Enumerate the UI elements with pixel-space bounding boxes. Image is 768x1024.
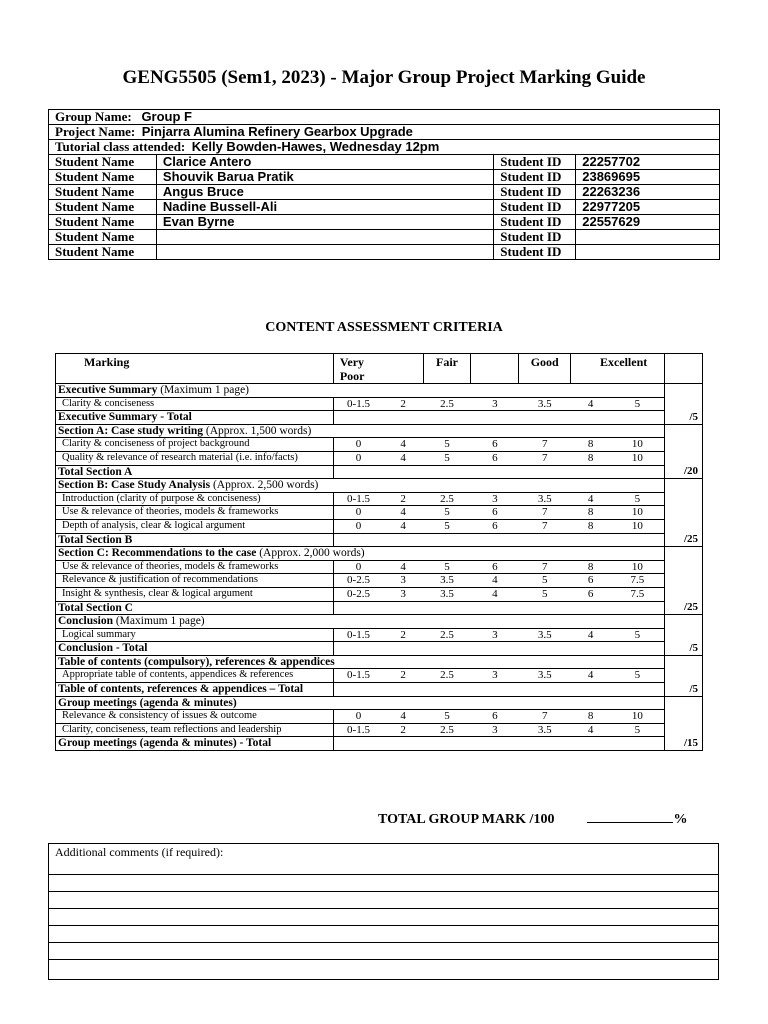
- score-option[interactable]: 8: [571, 519, 611, 533]
- total-group-mark-label: TOTAL GROUP MARK /100: [378, 812, 555, 827]
- criterion-row: [56, 438, 703, 452]
- student-name-value[interactable]: Nadine Bussell-Ali: [156, 200, 493, 215]
- section-total-max: /5: [665, 411, 703, 425]
- score-option[interactable]: 6: [471, 451, 519, 465]
- max-cell: [665, 438, 703, 452]
- score-option[interactable]: 5: [611, 397, 665, 411]
- criterion-label: Introduction (clarity of purpose & conciseness): [56, 492, 334, 506]
- project-name-label: Project Name:: [55, 124, 136, 139]
- section-heading-row: [56, 424, 703, 438]
- criterion-label: Insight & synthesis, clear & logical argument: [56, 587, 334, 601]
- comment-line[interactable]: [49, 908, 718, 925]
- tutorial-label: Tutorial class attended:: [55, 139, 186, 154]
- score-option[interactable]: 7.5: [611, 574, 665, 588]
- score-option[interactable]: 0-1.5: [333, 628, 383, 642]
- score-option[interactable]: 3.5: [519, 397, 571, 411]
- section-total-row: [56, 411, 703, 425]
- section-heading-bold: Conclusion: [58, 615, 113, 628]
- score-option[interactable]: 4: [383, 438, 423, 452]
- tutorial-value[interactable]: Kelly Bowden-Hawes, Wednesday 12pm: [191, 139, 440, 154]
- section-total-max: /25: [665, 533, 703, 547]
- score-option[interactable]: 0-1.5: [333, 397, 383, 411]
- section-heading-bold: Table of contents (compulsory), references & appendices: [58, 655, 335, 668]
- section-total-input[interactable]: [333, 533, 664, 547]
- section-heading-bold: Executive Summary: [58, 384, 158, 396]
- student-id-value[interactable]: [576, 245, 720, 260]
- section-total-row: [56, 737, 703, 751]
- max-cell: [665, 451, 703, 465]
- score-option[interactable]: 10: [611, 710, 665, 724]
- score-option[interactable]: 2.5: [423, 397, 471, 411]
- score-option[interactable]: 6: [471, 519, 519, 533]
- score-option[interactable]: 4: [471, 574, 519, 588]
- group-name-value[interactable]: Group F: [141, 109, 192, 124]
- student-row: [49, 155, 720, 170]
- section-heading-row: [56, 615, 703, 629]
- student-name-label: Student Name: [49, 200, 157, 215]
- section-total-row: [56, 465, 703, 479]
- criterion-row: [56, 669, 703, 683]
- section-total-label: Executive Summary - Total: [56, 411, 334, 425]
- section-heading-row: [56, 547, 703, 561]
- score-option[interactable]: 6: [471, 438, 519, 452]
- criterion-label: Use & relevance of theories, models & frameworks: [56, 506, 334, 520]
- student-name-value[interactable]: [156, 245, 493, 260]
- section-heading-row: [56, 479, 703, 493]
- max-cell: [665, 397, 703, 411]
- criterion-label: Use & relevance of theories, models & frameworks: [56, 560, 334, 574]
- max-cell: [665, 628, 703, 642]
- section-total-row: [56, 683, 703, 697]
- section-total-input[interactable]: [333, 642, 664, 656]
- score-option[interactable]: 0-1.5: [333, 492, 383, 506]
- max-cell: [665, 710, 703, 724]
- student-name-label: Student Name: [49, 155, 157, 170]
- score-option[interactable]: 3: [471, 669, 519, 683]
- student-row: [49, 170, 720, 185]
- score-option[interactable]: 0: [333, 710, 383, 724]
- max-cell: [665, 723, 703, 737]
- comment-line[interactable]: [49, 874, 718, 891]
- comment-line[interactable]: [49, 891, 718, 908]
- score-option[interactable]: 7: [519, 438, 571, 452]
- student-id-label: Student ID: [494, 170, 576, 185]
- score-option[interactable]: 3.5: [519, 723, 571, 737]
- max-cell: [665, 479, 703, 493]
- section-heading-bold: Section B: Case Study Analysis: [58, 479, 211, 492]
- criteria-title: CONTENT ASSESSMENT CRITERIA: [265, 320, 503, 335]
- tutorial-row: [49, 140, 720, 155]
- section-heading: [56, 479, 665, 493]
- score-option[interactable]: 4: [471, 587, 519, 601]
- score-option[interactable]: 0: [333, 506, 383, 520]
- header-spacer: [471, 354, 519, 384]
- score-option[interactable]: 10: [611, 451, 665, 465]
- max-cell: [665, 560, 703, 574]
- score-option[interactable]: 2: [383, 628, 423, 642]
- section-heading-note: (Approx. 2,000 words): [256, 547, 365, 560]
- total-group-mark: [378, 808, 687, 828]
- score-option[interactable]: 5: [611, 492, 665, 506]
- score-option[interactable]: 4: [571, 669, 611, 683]
- score-option[interactable]: 2: [383, 492, 423, 506]
- section-heading: [56, 655, 665, 669]
- score-option[interactable]: 7: [519, 451, 571, 465]
- score-option[interactable]: 5: [423, 560, 471, 574]
- score-option[interactable]: 10: [611, 506, 665, 520]
- student-name-label: Student Name: [49, 215, 157, 230]
- student-id-label: Student ID: [494, 200, 576, 215]
- criterion-label: Quality & relevance of research material (i.e. info/facts): [56, 451, 334, 465]
- score-option[interactable]: 5: [423, 438, 471, 452]
- max-cell: [665, 669, 703, 683]
- score-option[interactable]: 2: [383, 397, 423, 411]
- score-option[interactable]: 6: [571, 587, 611, 601]
- criterion-row: [56, 560, 703, 574]
- score-option[interactable]: 0: [333, 451, 383, 465]
- section-heading: [56, 696, 665, 710]
- max-cell: [665, 424, 703, 438]
- percent-sign: %: [673, 812, 688, 827]
- student-id-label: Student ID: [494, 155, 576, 170]
- criterion-row: [56, 587, 703, 601]
- section-heading-note: (Maximum 1 page): [112, 615, 205, 628]
- group-info-table: [48, 109, 720, 260]
- criterion-row: [56, 397, 703, 411]
- group-name-row: [49, 110, 720, 125]
- group-name-label: Group Name:: [55, 109, 132, 124]
- project-name-value[interactable]: Pinjarra Alumina Refinery Gearbox Upgrade: [141, 124, 413, 139]
- score-option[interactable]: 7: [519, 560, 571, 574]
- score-option[interactable]: 5: [423, 451, 471, 465]
- student-row: [49, 200, 720, 215]
- score-option[interactable]: 5: [423, 710, 471, 724]
- score-option[interactable]: 0: [333, 519, 383, 533]
- section-heading: [56, 424, 665, 438]
- section-heading-note: (Maximum 1 page): [157, 384, 250, 396]
- score-option[interactable]: 0: [333, 438, 383, 452]
- max-cell: [665, 574, 703, 588]
- section-total-label: Conclusion - Total: [56, 642, 334, 656]
- section-total-max: /20: [665, 465, 703, 479]
- max-cell: [665, 384, 703, 398]
- section-total-input[interactable]: [333, 601, 664, 615]
- score-option[interactable]: 2: [383, 669, 423, 683]
- max-cell: [665, 655, 703, 669]
- student-row: [49, 230, 720, 245]
- student-id-value[interactable]: 22557629: [576, 215, 720, 230]
- criterion-row: [56, 519, 703, 533]
- criteria-header-row: [56, 354, 703, 384]
- section-heading: [56, 384, 665, 398]
- section-total-input[interactable]: [333, 683, 664, 697]
- score-option[interactable]: 5: [423, 506, 471, 520]
- criterion-row: [56, 723, 703, 737]
- score-option[interactable]: 3.5: [519, 669, 571, 683]
- section-total-input[interactable]: [333, 411, 664, 425]
- student-name-value[interactable]: Clarice Antero: [156, 155, 493, 170]
- section-heading-bold: Section A: Case study writing: [58, 424, 204, 437]
- section-heading: [56, 615, 665, 629]
- student-id-value[interactable]: 22257702: [576, 155, 720, 170]
- criterion-row: [56, 628, 703, 642]
- section-total-max: /5: [665, 683, 703, 697]
- max-cell: [665, 615, 703, 629]
- max-cell: [665, 506, 703, 520]
- section-total-label: Group meetings (agenda & minutes) - Total: [56, 737, 334, 751]
- score-option[interactable]: 6: [571, 574, 611, 588]
- score-option[interactable]: 2.5: [423, 669, 471, 683]
- criterion-label: Clarity & conciseness of project background: [56, 438, 334, 452]
- section-total-label: Total Section A: [56, 465, 334, 479]
- student-row: [49, 245, 720, 260]
- score-option[interactable]: 5: [423, 519, 471, 533]
- score-option[interactable]: 3: [471, 492, 519, 506]
- section-total-row: [56, 642, 703, 656]
- criterion-label: Logical summary: [56, 628, 334, 642]
- project-name-row: [49, 125, 720, 140]
- header-good: Good: [519, 354, 571, 384]
- score-option[interactable]: 3: [471, 628, 519, 642]
- score-option[interactable]: 3: [471, 723, 519, 737]
- criterion-row: [56, 710, 703, 724]
- header-very-poor: [333, 354, 423, 384]
- comment-line[interactable]: [49, 942, 718, 959]
- score-option[interactable]: 8: [571, 710, 611, 724]
- score-option[interactable]: 4: [383, 506, 423, 520]
- max-cell: [665, 696, 703, 710]
- criterion-label: Clarity, conciseness, team reflections and leadership: [56, 723, 334, 737]
- student-name-value[interactable]: Angus Bruce: [156, 185, 493, 200]
- score-option[interactable]: 5: [611, 628, 665, 642]
- criterion-label: Clarity & conciseness: [56, 397, 334, 411]
- student-id-label: Student ID: [494, 185, 576, 200]
- section-total-label: Total Section C: [56, 601, 334, 615]
- score-option[interactable]: 0-1.5: [333, 669, 383, 683]
- student-name-label: Student Name: [49, 245, 157, 260]
- score-option[interactable]: 5: [611, 669, 665, 683]
- score-option[interactable]: 4: [383, 451, 423, 465]
- student-id-label: Student ID: [494, 215, 576, 230]
- max-cell: [665, 492, 703, 506]
- score-option[interactable]: 7: [519, 710, 571, 724]
- header-marking: Marking: [56, 354, 334, 384]
- score-option[interactable]: 0: [333, 560, 383, 574]
- student-row: [49, 215, 720, 230]
- score-option[interactable]: 0-2.5: [333, 587, 383, 601]
- score-option[interactable]: 3.5: [519, 492, 571, 506]
- criterion-label: Relevance & consistency of issues & outcome: [56, 710, 334, 724]
- student-name-value[interactable]: Evan Byrne: [156, 215, 493, 230]
- student-id-value[interactable]: 22977205: [576, 200, 720, 215]
- student-id-label: Student ID: [494, 230, 576, 245]
- section-heading-note: (Approx. 1,500 words): [203, 424, 312, 437]
- score-option[interactable]: 10: [611, 519, 665, 533]
- score-option[interactable]: 8: [571, 560, 611, 574]
- score-option[interactable]: 7.5: [611, 587, 665, 601]
- section-heading: [56, 547, 665, 561]
- criterion-label: Appropriate table of contents, appendices & references: [56, 669, 334, 683]
- score-option[interactable]: 5: [519, 574, 571, 588]
- score-option[interactable]: 3: [383, 574, 423, 588]
- section-total-row: [56, 533, 703, 547]
- section-total-input[interactable]: [333, 737, 664, 751]
- criterion-label: Depth of analysis, clear & logical argument: [56, 519, 334, 533]
- student-name-value[interactable]: Shouvik Barua Pratik: [156, 170, 493, 185]
- score-option[interactable]: 3.5: [423, 587, 471, 601]
- student-id-value[interactable]: 23869695: [576, 170, 720, 185]
- score-option[interactable]: 0-2.5: [333, 574, 383, 588]
- student-name-label: Student Name: [49, 170, 157, 185]
- score-option[interactable]: 2: [383, 723, 423, 737]
- criterion-label: Relevance & justification of recommendations: [56, 574, 334, 588]
- section-total-max: /25: [665, 601, 703, 615]
- criterion-row: [56, 574, 703, 588]
- student-id-value[interactable]: [576, 230, 720, 245]
- student-id-value[interactable]: 22263236: [576, 185, 720, 200]
- score-option[interactable]: 4: [383, 560, 423, 574]
- score-option[interactable]: 6: [471, 710, 519, 724]
- student-name-value[interactable]: [156, 230, 493, 245]
- student-row: [49, 185, 720, 200]
- section-total-input[interactable]: [333, 465, 664, 479]
- score-option[interactable]: 4: [383, 519, 423, 533]
- section-total-label: Total Section B: [56, 533, 334, 547]
- section-heading-note: (Approx. 2,500 words): [210, 479, 319, 492]
- score-option[interactable]: 5: [519, 587, 571, 601]
- score-option[interactable]: 4: [571, 628, 611, 642]
- score-option[interactable]: 10: [611, 560, 665, 574]
- section-total-max: /15: [665, 737, 703, 751]
- student-name-label: Student Name: [49, 185, 157, 200]
- score-option[interactable]: 8: [571, 451, 611, 465]
- section-heading-bold: Group meetings (agenda & minutes): [58, 696, 237, 709]
- score-option[interactable]: 7: [519, 506, 571, 520]
- score-option[interactable]: 0-1.5: [333, 723, 383, 737]
- criteria-table: [55, 353, 703, 751]
- section-heading-row: [56, 696, 703, 710]
- total-group-mark-input[interactable]: [587, 808, 673, 823]
- score-option[interactable]: 7: [519, 519, 571, 533]
- score-option[interactable]: 6: [471, 506, 519, 520]
- max-cell: [665, 587, 703, 601]
- score-option[interactable]: 10: [611, 438, 665, 452]
- comment-line[interactable]: [49, 925, 718, 942]
- header-very-poor-label: Very Poor: [339, 355, 365, 383]
- score-option[interactable]: 8: [571, 438, 611, 452]
- score-option[interactable]: 4: [383, 710, 423, 724]
- section-heading-row: [56, 655, 703, 669]
- section-total-label: Table of contents, references & appendices – Total: [56, 683, 334, 697]
- max-cell: [665, 519, 703, 533]
- score-option[interactable]: 3: [383, 587, 423, 601]
- score-option[interactable]: 3.5: [519, 628, 571, 642]
- score-option[interactable]: 3.5: [423, 574, 471, 588]
- comments-box[interactable]: [48, 843, 719, 980]
- score-option[interactable]: 2.5: [423, 723, 471, 737]
- section-heading-row: [56, 384, 703, 398]
- header-excellent: Excellent: [571, 354, 665, 384]
- criterion-row: [56, 451, 703, 465]
- section-heading-bold: Section C: Recommendations to the case: [58, 547, 257, 560]
- header-fair: Fair: [423, 354, 471, 384]
- score-option[interactable]: 6: [471, 560, 519, 574]
- page-title: GENG5505 (Sem1, 2023) - Major Group Project Marking Guide: [122, 67, 646, 88]
- student-id-label: Student ID: [494, 245, 576, 260]
- score-option[interactable]: 4: [571, 723, 611, 737]
- score-option[interactable]: 2.5: [423, 628, 471, 642]
- score-option[interactable]: 2.5: [423, 492, 471, 506]
- section-total-max: /5: [665, 642, 703, 656]
- score-option[interactable]: 4: [571, 397, 611, 411]
- student-name-label: Student Name: [49, 230, 157, 245]
- section-total-row: [56, 601, 703, 615]
- comments-label: Additional comments (if required):: [55, 845, 224, 859]
- score-option[interactable]: 5: [611, 723, 665, 737]
- score-option[interactable]: 8: [571, 506, 611, 520]
- comment-line[interactable]: [49, 959, 718, 976]
- criterion-row: [56, 492, 703, 506]
- criterion-row: [56, 506, 703, 520]
- score-option[interactable]: 4: [571, 492, 611, 506]
- score-option[interactable]: 3: [471, 397, 519, 411]
- header-max: [665, 354, 703, 384]
- max-cell: [665, 547, 703, 561]
